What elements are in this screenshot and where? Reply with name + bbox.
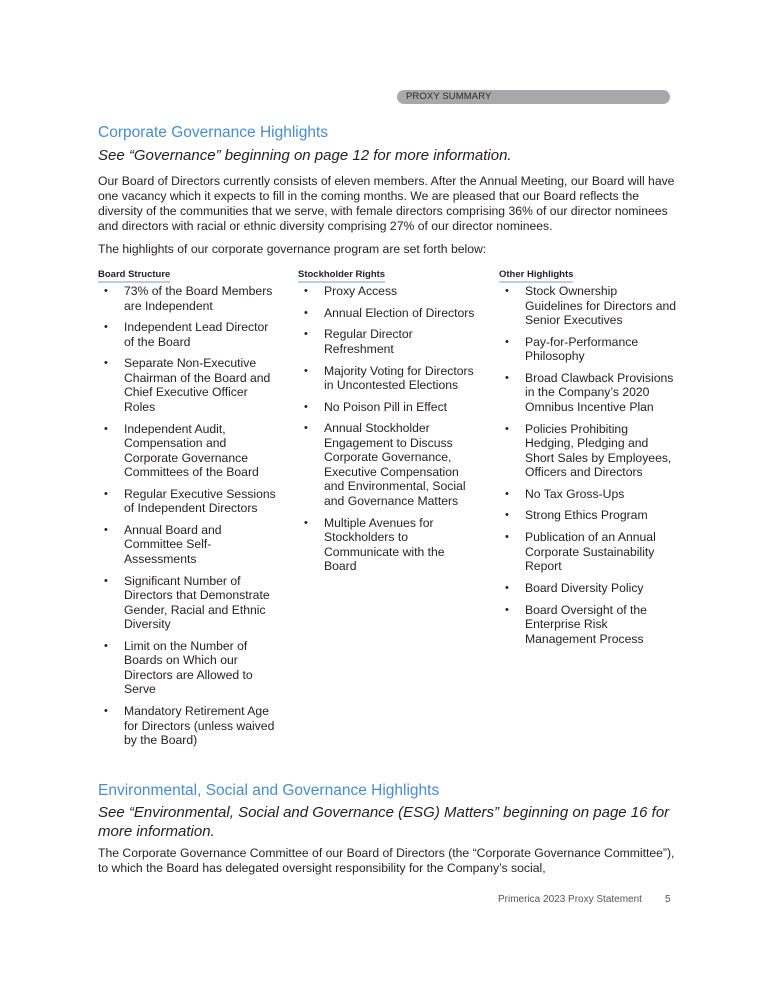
column-other-highlights (499, 264, 677, 653)
column-heading: Other Highlights (499, 269, 573, 283)
list-item: • Board Diversity Policy (505, 580, 644, 595)
cg-highlights-lead: The highlights of our corporate governance program are set forth below: (98, 242, 487, 256)
bullet-icon: • (104, 487, 108, 500)
list-item: • Regular Director Refreshment (304, 327, 413, 356)
bullet-icon: • (104, 639, 108, 652)
bullet-icon: • (505, 285, 509, 297)
list-item: • Multiple Avenues for Stockholders to Communicate with the Board (304, 515, 445, 574)
list-item: • No Poison Pill in Effect (304, 399, 448, 414)
esg-highlights-title: Environmental, Social and Governance Highlights (98, 782, 440, 799)
bullet-icon: • (304, 328, 308, 341)
bullet-icon: • (505, 581, 509, 594)
column-heading: Board Structure (98, 269, 170, 283)
list-item: • Pay-for-Performance Philosophy (505, 334, 639, 364)
esg-paragraph: The Corporate Governance Committee of our Board of Directors (the “Corporate Governance Committee”), to which the Board has delegated oversight responsibility for the Company’s social, (98, 846, 675, 875)
list-item: • Strong Ethics Program (505, 508, 648, 523)
bullet-icon: • (304, 364, 308, 377)
list-item: • Majority Voting for Directors in Uncontested Elections (304, 363, 474, 393)
other-highlights-list (499, 284, 677, 646)
footer-publication: Primerica 2023 Proxy Statement (498, 894, 642, 905)
cg-highlights-title: Corporate Governance Highlights (98, 124, 329, 141)
board-structure-list (98, 284, 278, 748)
list-item: • Regular Executive Sessions of Independent Directors (104, 486, 276, 516)
bullet-icon: • (505, 509, 509, 522)
list-item: • Annual Election of Directors (304, 305, 475, 320)
list-item: • Limit on the Number of Boards on Which our Directors are Allowed to Serve (104, 638, 253, 697)
cg-highlights-subtitle: See “Governance” beginning on page 12 for more information. (98, 147, 512, 164)
bullet-icon: • (104, 321, 108, 334)
list-item: • Separate Non-Executive Chairman of the Board and Chief Executive Officer Roles (104, 356, 271, 414)
bullet-icon: • (104, 523, 108, 536)
bullet-icon: • (505, 335, 509, 348)
list-item: • Publication of an Annual Corporate Sustainability Report (505, 530, 656, 574)
bullet-icon: • (505, 603, 509, 616)
list-item: • 73% of the Board Members are Independent (104, 284, 273, 313)
list-item: • Significant Number of Directors that Demonstrate Gender, Racial and Ethnic Diversity (104, 573, 270, 632)
list-item: • Annual Board and Committee Self-Assessments (104, 522, 222, 566)
bullet-icon: • (104, 285, 108, 297)
list-item: • Independent Lead Director of the Board (104, 320, 269, 349)
bullet-icon: • (505, 531, 509, 544)
list-item: • Independent Audit, Compensation and Corporate Governance Committees of the Board (104, 421, 259, 480)
bullet-icon: • (304, 422, 308, 435)
list-item: • Mandatory Retirement Age for Directors (unless waived by the Board) (104, 704, 275, 747)
list-item: • No Tax Gross-Ups (505, 486, 625, 501)
bullet-icon: • (505, 371, 509, 384)
esg-highlights-subtitle: See “Environmental, Social and Governance (ESG) Matters” beginning on page 16 for more information. (98, 804, 670, 840)
bullet-icon: • (104, 422, 108, 435)
cg-intro-paragraph: Our Board of Directors currently consists of eleven members. After the Annual Meeting, our Board will have one vacancy which it expects to fill in the coming months. We are pleased that our Board reflects the diversity of the communities that we serve, with female directors comprising 36% of our director nominees and directors with racial or ethnic diversity comprising 27% of our director nominees. (98, 174, 675, 233)
bullet-icon: • (104, 705, 108, 717)
column-heading: Stockholder Rights (298, 269, 385, 283)
list-item: • Annual Stockholder Engagement to Discuss Corporate Governance, Executive Compensation and Environmental, Social and Governance Matters (304, 421, 466, 508)
section-tab: PROXY SUMMARY (397, 90, 670, 104)
bullet-icon: • (304, 306, 308, 319)
bullet-icon: • (505, 487, 509, 500)
bullet-icon: • (304, 400, 308, 413)
bullet-icon: • (104, 574, 108, 587)
list-item: • Broad Clawback Provisions in the Company’s 2020 Omnibus Incentive Plan (505, 370, 674, 414)
bullet-icon: • (304, 285, 308, 297)
column-board-structure (98, 264, 278, 755)
list-item: • Board Oversight of the Enterprise Risk Management Process (505, 602, 647, 646)
stockholder-rights-list (298, 284, 478, 574)
bullet-icon: • (104, 357, 108, 370)
bullet-icon: • (304, 516, 308, 529)
column-stockholder-rights (298, 264, 478, 581)
footer-page-number: 5 (665, 894, 671, 905)
list-item: • Policies Prohibiting Hedging, Pledging and Short Sales by Employees, Officers and Directors (505, 421, 672, 480)
bullet-icon: • (505, 422, 509, 435)
list-item: • Stock Ownership Guidelines for Directors and Senior Executives (505, 284, 677, 327)
list-item: • Proxy Access (304, 284, 398, 298)
